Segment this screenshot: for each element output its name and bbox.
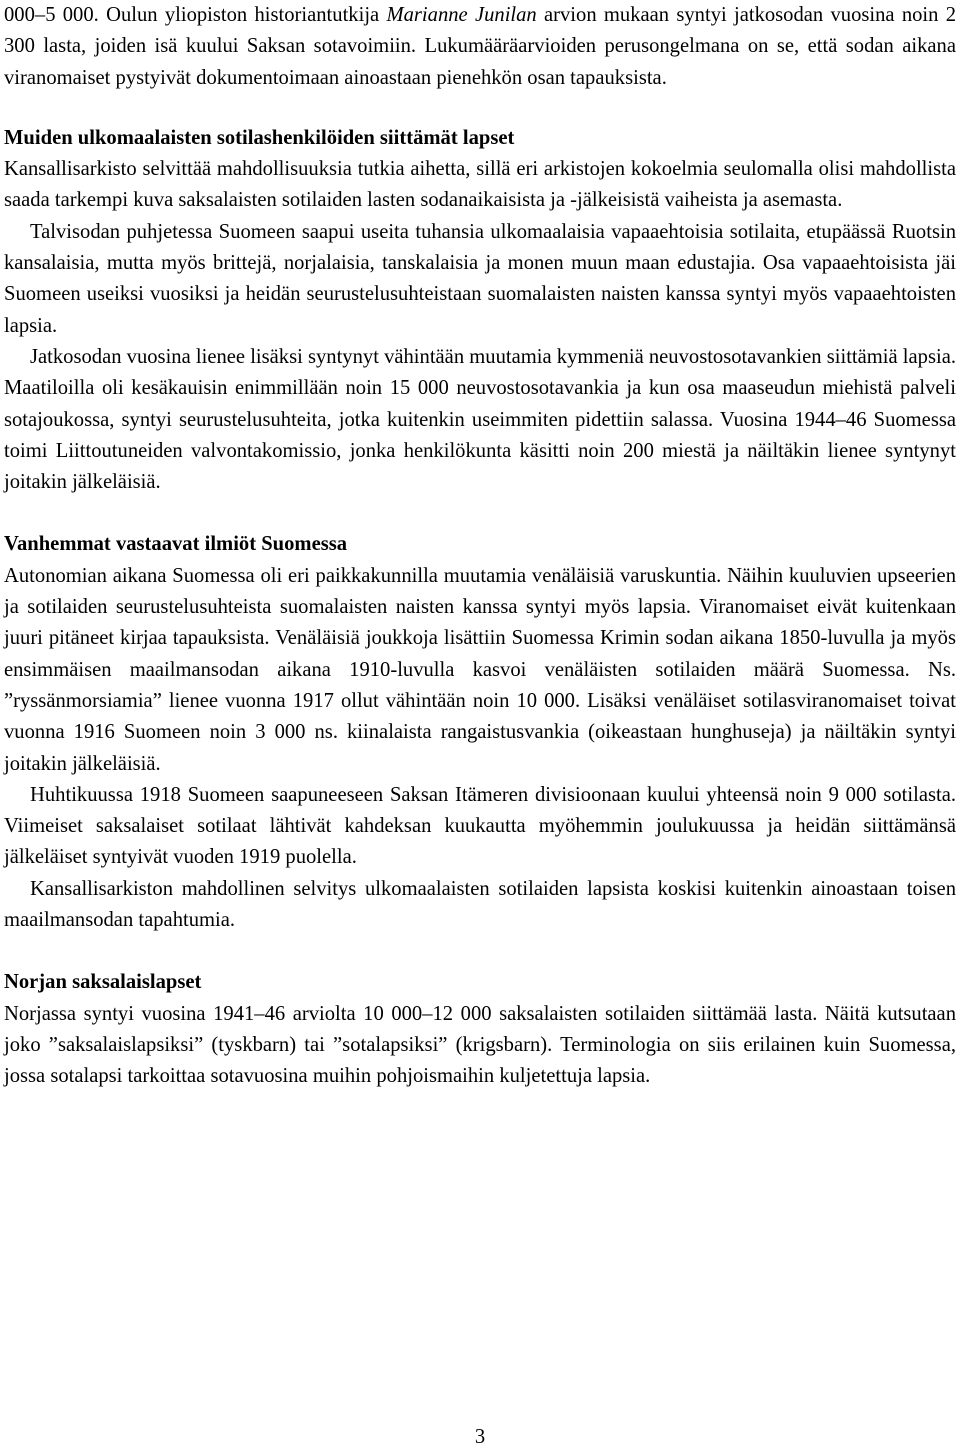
section-spacer: [4, 94, 956, 123]
section2-paragraph-3: Kansallisarkiston mahdollinen selvitys ulkomaalaisten sotilaiden lapsista koskisi kuitenkin ainoastaan toisen maailmansodan tapahtumia.: [4, 877, 956, 932]
section-spacer: [4, 498, 956, 529]
intro-paragraph: [4, 0, 956, 94]
section-heading-norway: Norjan saksalaislapset: [4, 971, 202, 994]
intro-text-start: 000–5 000. Oulun yliopiston historiantutkija: [4, 4, 387, 26]
section-spacer: [4, 936, 956, 967]
section-heading-older-phenomena: Vanhemmat vastaavat ilmiöt Suomessa: [4, 533, 348, 556]
section2-paragraph-1: Autonomian aikana Suomessa oli eri paikkakunnilla muutamia venäläisiä varuskuntia. Näihin kuuluvien upseerien ja sotilaiden seurustelusuhteista suomalaisten naisten kanssa syntyi myös lapsia. Viranomaiset eivät kuitenkaan juuri pitäneet kirjaa tapauksista. Venäläisiä joukkoja lisättiin Suomessa Krimin sodan aikana 1850-luvulla ja myös ensimmäisen maailmansodan aikana 1910-luvulla kasvoi venäläisten sotilaiden määrä Suomessa. Ns. ”ryssänmorsiamia” lienee vuonna 1917 ollut vähintään noin 10 000. Lisäksi venäläiset sotilasviranomaiset toivat vuonna 1916 Suomeen noin 3 000 ns. kiinalaista rangaistusvankia (oikeastaan hunghuseja) ja näiltäkin syntyi joitakin jälkeläisiä.: [4, 564, 956, 775]
section2-paragraph-2: Huhtikuussa 1918 Suomeen saapuneeseen Saksan Itämeren divisioonaan kuului yhteensä noin 9 000 sotilasta. Viimeiset saksalaiset sotilaat lähtivät kahdeksan kuukautta myöhemmin joulukuussa ja heidän siittämänsä jälkeläiset syntyivät vuoden 1919 puolella.: [4, 783, 956, 869]
researcher-name: Marianne Junilan: [386, 4, 537, 26]
intro-text-end: arvion mukaan syntyi jatkosodan vuosina noin 2 300 lasta, joiden isä kuului Saksan sotavoimiin. Lukumääräarvioiden perusongelmana on se, että sodan aikana viranomaiset pystyivät dokumentoimaan ainoastaan pienehkön osan tapauksista.: [4, 4, 957, 89]
section3-paragraph-1: Norjassa syntyi vuosina 1941–46 arviolta 10 000–12 000 saksalaisten sotilaiden siittämää lasta. Näitä kutsutaan joko ”saksalaislapsiksi” (tyskbarn) tai ”sotalapsiksi” (krigsbarn). Terminologia on siis erilainen kuin Suomessa, jossa sotalapsi tarkoittaa sotavuosina muihin pohjoismaihin kuljetettuja lapsia.: [4, 1002, 956, 1088]
document-page: [4, 0, 956, 1093]
section1-paragraph-1: Kansallisarkisto selvittää mahdollisuuksia tutkia aihetta, sillä eri arkistojen kokoelmia seulomalla olisi mahdollista saada tarkempi kuva saksalaisten sotilaiden lasten sodanaikaisista ja -jälkeisistä vaiheista ja asemasta.: [4, 158, 956, 212]
section-heading-other-foreign-soldiers: Muiden ulkomaalaisten sotilashenkilöiden siittämät lapset: [4, 126, 515, 149]
section1-paragraph-3: Jatkosodan vuosina lienee lisäksi syntynyt vähintään muutamia kymmeniä neuvostosotavankien siittämiä lapsia. Maatiloilla oli kesäkauisin enimmillään noin 15 000 neuvostosotavankia ja kun osa maaseudun miehistä palveli sotajoukossa, syntyi seurustelusuhteita, jotka kuitenkin useimmiten pidettiin salassa. Vuosina 1944–46 Suomessa toimi Liittoutuneiden valvontakomissio, jonka henkilökunta käsitti noin 200 miestä ja näiltäkin lienee syntynyt joitakin jälkeläisiä.: [4, 345, 956, 494]
page-number: 3: [474, 1426, 486, 1448]
section1-paragraph-2: Talvisodan puhjetessa Suomeen saapui useita tuhansia ulkomaalaisia vapaaehtoisia sotilaita, etupäässä Ruotsin kansalaisia, mutta myös brittejä, norjalaisia, tanskalaisia ja monen muun maan edustajia. Osa vapaaehtoisista jäi Suomeen useiksi vuosiksi ja heidän seurustelusuhteistaan suomalaisten naisten kanssa syntyi myös vapaaehtoisten lapsia.: [4, 220, 956, 337]
